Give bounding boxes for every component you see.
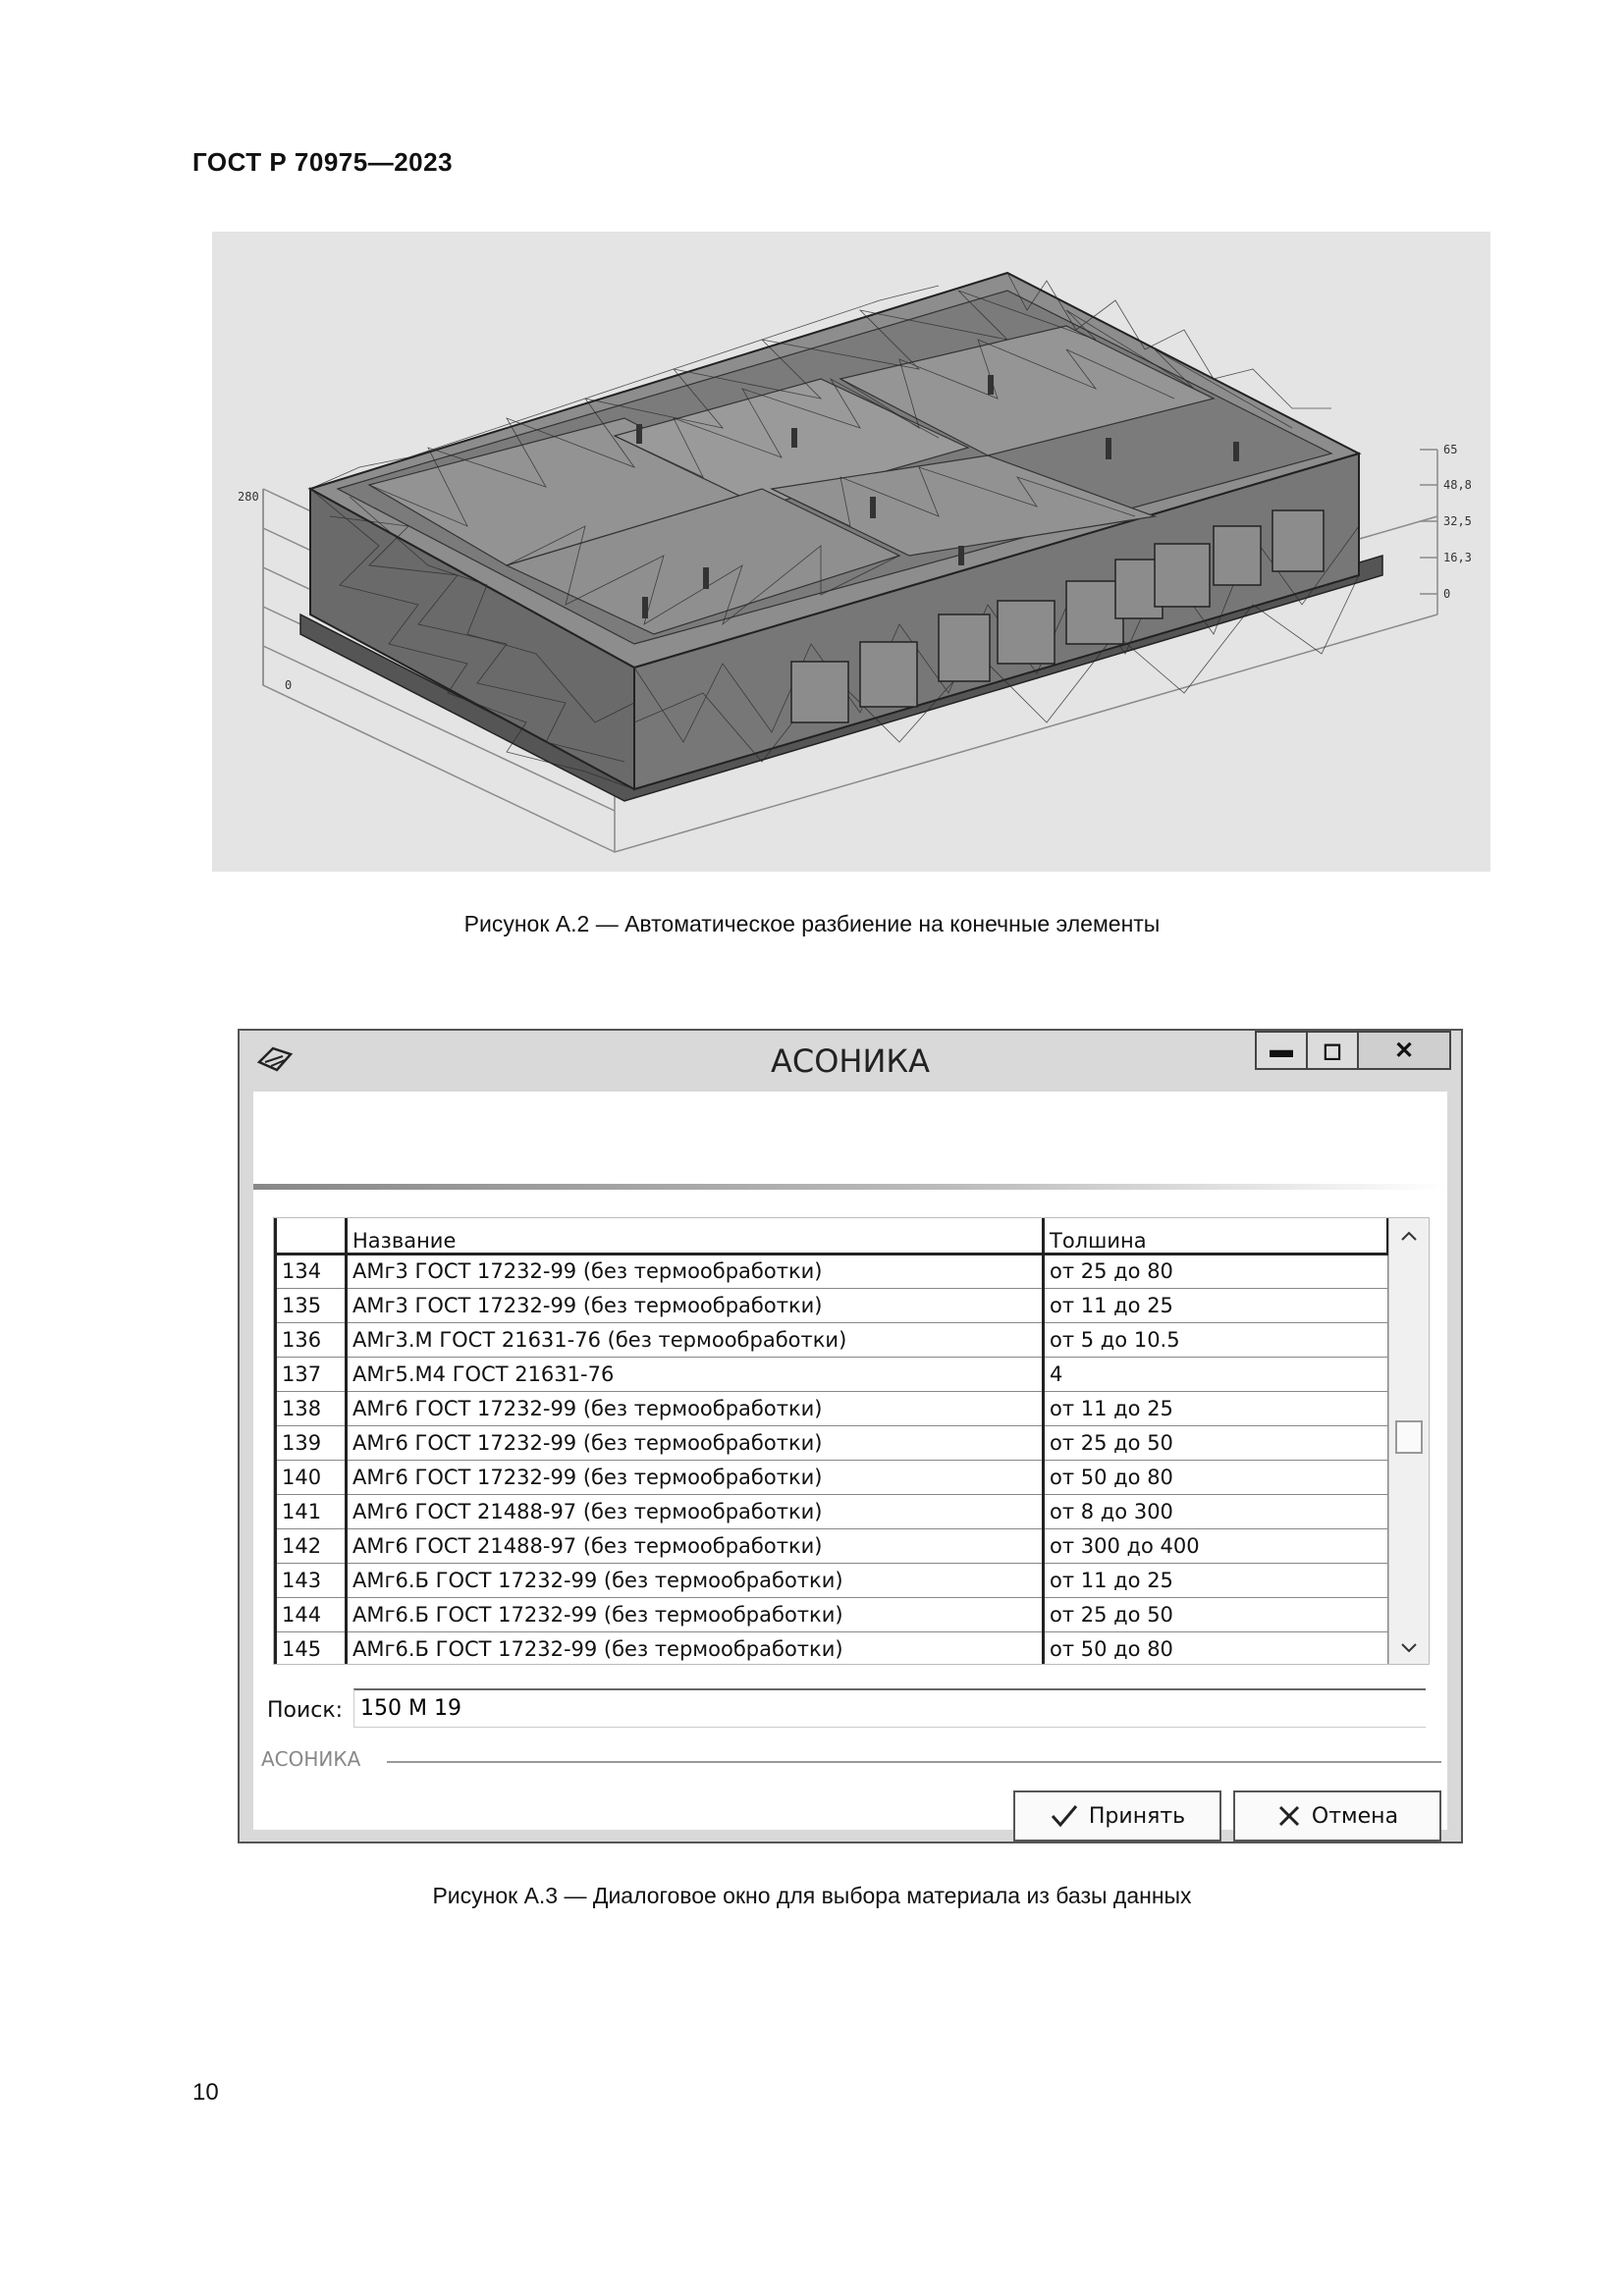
- cell-thickness: от 50 до 80: [1044, 1631, 1388, 1665]
- cell-index: 142: [276, 1528, 347, 1563]
- cell-name: АМг3.М ГОСТ 21631-76 (без термообработки): [347, 1322, 1044, 1357]
- cell-index: 137: [276, 1357, 347, 1391]
- figure2-caption: Рисунок А.3 — Диалоговое окно для выбора материала из базы данных: [432, 1883, 1192, 1908]
- axis-label-z: 280: [238, 490, 259, 504]
- separator: [253, 1184, 1447, 1190]
- title-bar[interactable]: [240, 1031, 1461, 1090]
- dialog-client-area: [253, 1092, 1447, 1830]
- maximize-button[interactable]: [1306, 1031, 1359, 1070]
- axis-label-scale-0: 65: [1443, 443, 1458, 456]
- cell-index: 135: [276, 1288, 347, 1322]
- chevron-up-icon: [1400, 1222, 1418, 1248]
- fem-mesh-drawing: [212, 232, 1490, 872]
- table-row[interactable]: [276, 1563, 1388, 1597]
- cell-index: 139: [276, 1425, 347, 1460]
- cancel-button[interactable]: [1233, 1790, 1441, 1842]
- cell-thickness: от 50 до 80: [1044, 1460, 1388, 1494]
- brand-divider: [387, 1761, 1441, 1763]
- document-header: ГОСТ Р 70975—2023: [192, 147, 454, 177]
- table-row[interactable]: [276, 1460, 1388, 1494]
- materials-table-container[interactable]: [273, 1217, 1430, 1665]
- close-icon: ✕: [1393, 1037, 1415, 1064]
- table-row[interactable]: [276, 1494, 1388, 1528]
- cell-index: 144: [276, 1597, 347, 1631]
- materials-table: [274, 1218, 1389, 1665]
- top-panel: [253, 1092, 1447, 1180]
- material-dialog-window: [238, 1029, 1463, 1843]
- figure1-caption: Рисунок А.2 — Автоматическое разбиение на конечные элементы: [463, 911, 1161, 936]
- cell-index: 143: [276, 1563, 347, 1597]
- axis-label-scale-4: 0: [1443, 587, 1451, 601]
- cell-thickness: от 25 до 80: [1044, 1254, 1388, 1288]
- cell-index: 138: [276, 1391, 347, 1425]
- cell-name: АМг3 ГОСТ 17232-99 (без термообработки): [347, 1254, 1044, 1288]
- fem-mesh-figure: [212, 232, 1490, 872]
- column-header-name[interactable]: Название: [347, 1218, 1044, 1254]
- table-row[interactable]: [276, 1597, 1388, 1631]
- close-x-icon: [1276, 1803, 1302, 1829]
- cell-index: 141: [276, 1494, 347, 1528]
- minimize-icon: ▬: [1270, 1037, 1293, 1063]
- column-header-index[interactable]: [276, 1218, 347, 1254]
- cell-thickness: от 11 до 25: [1044, 1391, 1388, 1425]
- cell-index: 134: [276, 1254, 347, 1288]
- accept-button-label: Принять: [1088, 1803, 1186, 1829]
- accept-button[interactable]: [1013, 1790, 1221, 1842]
- table-row[interactable]: [276, 1322, 1388, 1357]
- table-row[interactable]: [276, 1254, 1388, 1288]
- scroll-thumb[interactable]: [1395, 1420, 1423, 1454]
- search-input[interactable]: [353, 1688, 1426, 1728]
- table-row[interactable]: [276, 1288, 1388, 1322]
- scroll-down-button[interactable]: [1389, 1630, 1429, 1664]
- axis-label-scale-2: 32,5: [1443, 514, 1472, 528]
- cell-name: АМг6.Б ГОСТ 17232-99 (без термообработки): [347, 1597, 1044, 1631]
- cell-index: 136: [276, 1322, 347, 1357]
- cell-thickness: от 25 до 50: [1044, 1597, 1388, 1631]
- cell-thickness: 4: [1044, 1357, 1388, 1391]
- cell-name: АМг6 ГОСТ 17232-99 (без термообработки): [347, 1460, 1044, 1494]
- cell-name: АМг3 ГОСТ 17232-99 (без термообработки): [347, 1288, 1044, 1322]
- cell-name: АМг6.Б ГОСТ 17232-99 (без термообработки): [347, 1631, 1044, 1665]
- cell-name: АМг6 ГОСТ 17232-99 (без термообработки): [347, 1391, 1044, 1425]
- axis-label-scale-3: 16,3: [1443, 551, 1472, 564]
- cell-thickness: от 5 до 10.5: [1044, 1322, 1388, 1357]
- cell-thickness: от 8 до 300: [1044, 1494, 1388, 1528]
- chevron-down-icon: [1400, 1634, 1418, 1660]
- axis-label-origin: 0: [285, 678, 293, 692]
- cell-name: АМг5.М4 ГОСТ 21631-76: [347, 1357, 1044, 1391]
- page-number: 10: [192, 2079, 219, 2106]
- brand-label: АСОНИКА: [261, 1747, 361, 1771]
- table-row[interactable]: [276, 1357, 1388, 1391]
- table-row[interactable]: [276, 1631, 1388, 1665]
- cancel-button-label: Отмена: [1311, 1803, 1399, 1829]
- close-button[interactable]: [1357, 1031, 1451, 1070]
- table-row[interactable]: [276, 1528, 1388, 1563]
- cell-name: АМг6.Б ГОСТ 17232-99 (без термообработки): [347, 1563, 1044, 1597]
- cell-name: АМг6 ГОСТ 17232-99 (без термообработки): [347, 1425, 1044, 1460]
- table-row[interactable]: [276, 1391, 1388, 1425]
- table-row[interactable]: [276, 1425, 1388, 1460]
- scroll-up-button[interactable]: [1389, 1218, 1429, 1252]
- cell-thickness: от 11 до 25: [1044, 1288, 1388, 1322]
- vertical-scrollbar[interactable]: [1388, 1218, 1429, 1664]
- table-header-row: [276, 1218, 1388, 1254]
- cell-name: АМг6 ГОСТ 21488-97 (без термообработки): [347, 1494, 1044, 1528]
- checkmark-icon: [1050, 1803, 1079, 1829]
- cell-index: 140: [276, 1460, 347, 1494]
- window-title: АСОНИКА: [770, 1042, 931, 1080]
- window-controls: [1257, 1031, 1451, 1072]
- minimize-button[interactable]: [1255, 1031, 1308, 1070]
- search-label: Поиск:: [267, 1698, 344, 1723]
- cell-index: 145: [276, 1631, 347, 1665]
- maximize-icon: ◻: [1323, 1037, 1342, 1064]
- cell-thickness: от 25 до 50: [1044, 1425, 1388, 1460]
- cell-thickness: от 11 до 25: [1044, 1563, 1388, 1597]
- axis-label-scale-1: 48,8: [1443, 478, 1472, 492]
- column-header-thickness[interactable]: Толшина: [1044, 1218, 1388, 1254]
- cell-name: АМг6 ГОСТ 21488-97 (без термообработки): [347, 1528, 1044, 1563]
- cell-thickness: от 300 до 400: [1044, 1528, 1388, 1563]
